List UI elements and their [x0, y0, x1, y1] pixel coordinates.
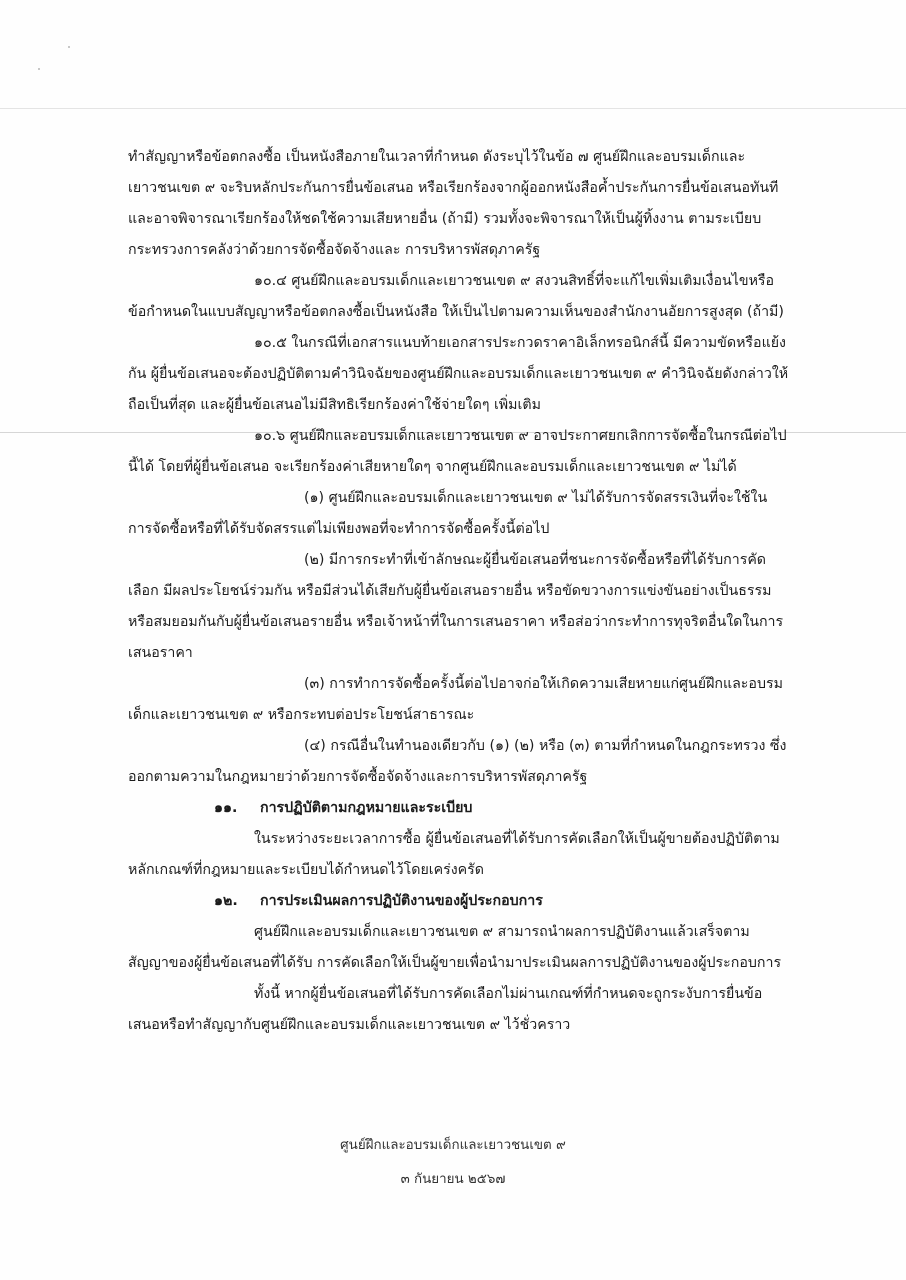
paragraph-10-6-4: (๔) กรณีอื่นในทำนองเดียวกับ (๑) (๒) หรือ (๓) ตามที่กำหนดในกฎกระทรวง ซึ่งออกตามความในกฎหมายว่าด้วยการจัดซื้อจัดจ้างและการบริหารพัสดุภาครัฐ — [128, 738, 787, 785]
paragraph-10-6-2: (๒) มีการกระทำที่เข้าลักษณะผู้ยื่นข้อเสนอที่ชนะการจัดซื้อหรือที่ได้รับการคัดเลือก มีผลประโยชน์ร่วมกัน หรือมีส่วนได้เสียกับผู้ยื่นข้อเสนอรายอื่น หรือขัดขวางการแข่งขันอย่างเป็นธรรม หรือสมยอมกันกับผู้ยื่นข้อเสนอรายอื่น หรือเจ้าหน้าที่ในการเสนอราคา หรือส่อว่ากระทำการทุจริตอื่นใดในการเสนอราคา — [128, 552, 784, 661]
paragraph-10-6-1: (๑) ศูนย์ฝึกและอบรมเด็กและเยาวชนเขต ๙ ไม่ได้รับการจัดสรรเงินที่จะใช้ในการจัดซื้อหรือที่ได้รับจัดสรรแต่ไม่เพียงพอที่จะทำการจัดซื้อครั้งนี้ต่อไป — [128, 490, 768, 537]
section-11-number: ๑๑. — [214, 800, 238, 816]
paragraph-10-4: ๑๐.๔ ศูนย์ฝึกและอบรมเด็กและเยาวชนเขต ๙ สงวนสิทธิ์ที่จะแก้ไขเพิ่มเติมเงื่อนไขหรือข้อกำหนดในแบบสัญญาหรือข้อตกลงซื้อเป็นหนังสือ ให้เป็นไปตามความเห็นของสำนักงานอัยการสูงสุด (ถ้ามี) — [128, 273, 784, 320]
section-11-body: ในระหว่างระยะเวลาการซื้อ ผู้ยื่นข้อเสนอที่ได้รับการคัดเลือกให้เป็นผู้ขายต้องปฏิบัติตามหลักเกณฑ์ที่กฎหมายและระเบียบได้กำหนดไว้โดยเคร่งครัด — [128, 831, 780, 878]
paragraph-10-6-3: (๓) การทำการจัดซื้อครั้งนี้ต่อไปอาจก่อให้เกิดความเสียหายแก่ศูนย์ฝึกและอบรมเด็กและเยาวชนเขต ๙ หรือกระทบต่อประโยชน์สาธารณะ — [128, 676, 783, 723]
section-12-number: ๑๒. — [214, 893, 238, 909]
section-11-heading — [128, 793, 790, 824]
document-body — [128, 142, 790, 1041]
section-12-body-1: ศูนย์ฝึกและอบรมเด็กและเยาวชนเขต ๙ สามารถนำผลการปฏิบัติงานแล้วเสร็จตามสัญญาของผู้ยื่นข้อเสนอที่ได้รับ การคัดเลือกให้เป็นผู้ขายเพื่อนำมาประเมินผลการปฏิบัติงานของผู้ประกอบการ — [128, 924, 782, 971]
section-12-heading — [128, 886, 790, 917]
section-12-body-2: ทั้งนี้ หากผู้ยื่นข้อเสนอที่ได้รับการคัดเลือกไม่ผ่านเกณฑ์ที่กำหนดจะถูกระงับการยื่นข้อเสนอหรือทำสัญญากับศูนย์ฝึกและอบรมเด็กและเยาวชนเขต ๙ ไว้ชั่วคราว — [128, 986, 763, 1033]
footer-date: ๓ กันยายน ๒๕๖๗ — [400, 1172, 506, 1187]
section-11-title: การปฏิบัติตามกฎหมายและระเบียบ — [260, 800, 473, 816]
section-12-title: การประเมินผลการปฏิบัติงานของผู้ประกอบการ — [260, 893, 543, 909]
scan-speck — [38, 68, 40, 70]
paragraph-10-6: ๑๐.๖ ศูนย์ฝึกและอบรมเด็กและเยาวชนเขต ๙ อาจประกาศยกเลิกการจัดซื้อในกรณีต่อไปนี้ได้ โดยที่ผู้ยื่นข้อเสนอ จะเรียกร้องค่าเสียหายใดๆ จากศูนย์ฝึกและอบรมเด็กและเยาวชนเขต ๙ ไม่ได้ — [128, 428, 787, 475]
scan-speck — [68, 46, 70, 48]
paragraph-continuation: ทำสัญญาหรือข้อตกลงซื้อ เป็นหนังสือภายในเวลาที่กำหนด ดังระบุไว้ในข้อ ๗ ศูนย์ฝึกและอบรมเด็กและเยาวชนเขต ๙ จะริบหลักประกันการยื่นข้อเสนอ หรือเรียกร้องจากผู้ออกหนังสือค้ำประกันการยื่นข้อเสนอทันที และอาจพิจารณาเรียกร้องให้ชดใช้ความเสียหายอื่น (ถ้ามี) รวมทั้งจะพิจารณาให้เป็นผู้ทิ้งงาน ตามระเบียบกระทรวงการคลังว่าด้วยการจัดซื้อจัดจ้างและ การบริหารพัสดุภาครัฐ — [128, 149, 779, 258]
paragraph-10-5: ๑๐.๕ ในกรณีที่เอกสารแนบท้ายเอกสารประกวดราคาอิเล็กทรอนิกส์นี้ มีความขัดหรือแย้งกัน ผู้ยื่นข้อเสนอจะต้องปฏิบัติตามคำวินิจฉัยของศูนย์ฝึกและอบรมเด็กและเยาวชนเขต ๙ คำวินิจฉัยดังกล่าวให้ถือเป็นที่สุด และผู้ยื่นข้อเสนอไม่มีสิทธิเรียกร้องค่าใช้จ่ายใดๆ เพิ่มเติม — [128, 335, 789, 413]
footer-organization: ศูนย์ฝึกและอบรมเด็กและเยาวชนเขต ๙ — [340, 1138, 566, 1153]
scan-artifact-line — [0, 108, 906, 109]
